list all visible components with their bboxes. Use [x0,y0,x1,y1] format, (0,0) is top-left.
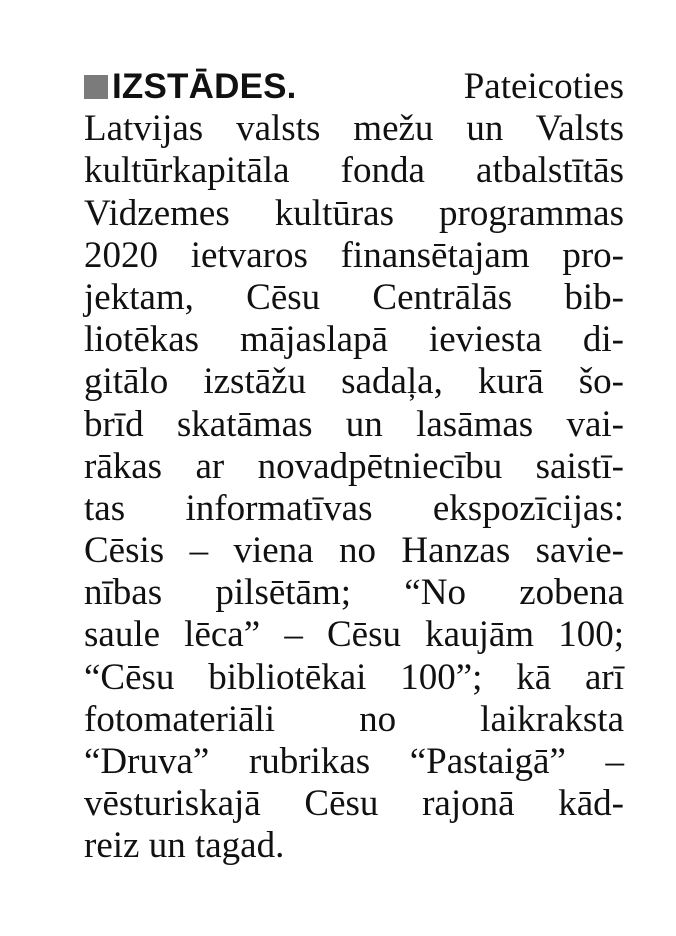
heading-group [84,66,297,108]
body-text-line: reiz un tagad. [84,825,285,867]
square-bullet-icon [84,75,108,99]
body-text-line: tas informatīvas ekspozīcijas: [84,487,624,529]
body-text-line: jektam, Cēsu Centrālās bib- [84,276,624,318]
news-article [84,66,624,868]
body-text-line: “Cēsu bibliotēkai 100”; kā arī [84,656,624,698]
body-text-line: kultūrkapitāla fonda atbalstītās [84,150,624,192]
article-first-line [84,66,624,108]
body-text-line: nības pilsētām; “No zobena [84,572,624,614]
body-text-line: gitālo izstāžu sadaļa, kurā šo- [84,361,624,403]
body-text-line: liotēkas mājaslapā ieviesta di- [84,319,624,361]
body-text-line: Vidzemes kultūras programmas [84,192,624,234]
body-text-line: Pateicoties [463,66,624,107]
body-text-line: fotomateriāli no laikraksta [84,698,624,740]
body-text-line: Latvijas valsts mežu un Valsts [84,108,624,150]
body-text-line: rākas ar novadpētniecību saistī- [84,445,624,487]
body-text-line: saule lēca” – Cēsu kaujām 100; [84,614,624,656]
body-text-line: Cēsis – viena no Hanzas savie- [84,530,624,572]
body-text-line: “Druva” rubrikas “Pastaigā” – [84,741,624,782]
body-text-line: vēsturiskajā Cēsu rajonā kād- [84,783,624,825]
section-heading: IZSTĀDES. [112,67,297,106]
body-text-line: 2020 ietvaros finansētajam pro- [84,234,624,276]
body-text-line: brīd skatāmas un lasāmas vai- [84,403,624,445]
